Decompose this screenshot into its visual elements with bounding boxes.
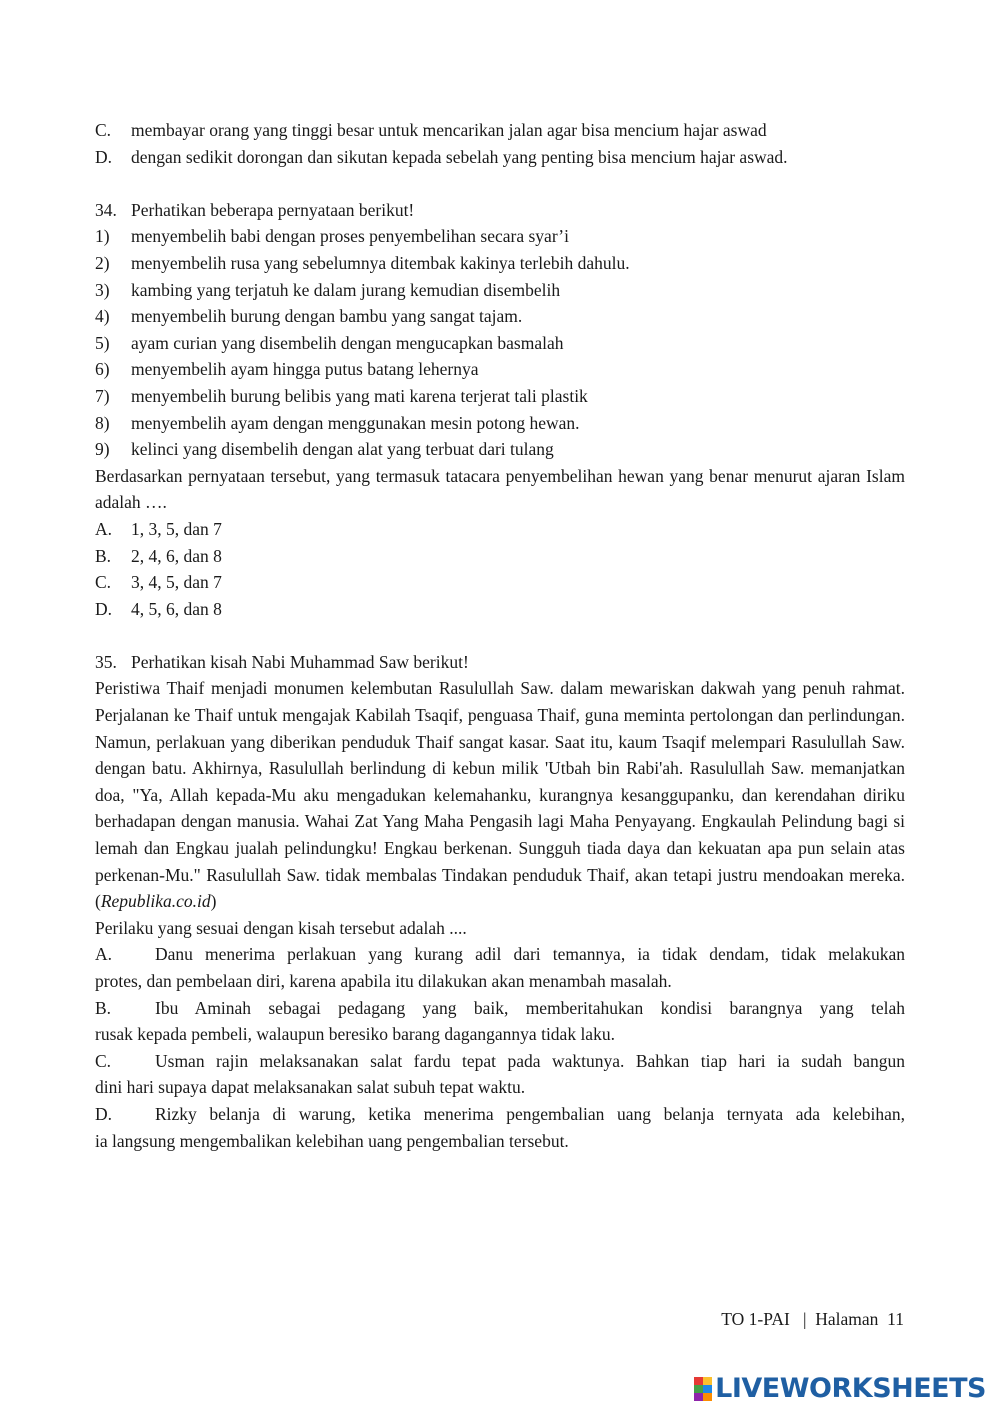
option-text-line1: Danu menerima perlakuan yang kurang adil dari temannya, ia tidak dendam, tidak melakukan xyxy=(155,944,905,965)
option-text-line1: Ibu Aminah sebagai pedagang yang baik, memberitahukan kondisi barangnya yang telah xyxy=(155,997,905,1018)
statement-number: 2) xyxy=(95,252,110,273)
question-prompt: Perhatikan kisah Nabi Muhammad Saw berikut! xyxy=(131,651,469,672)
option-letter: D. xyxy=(95,598,113,619)
logo-text: LIVEWORKSHEETS xyxy=(715,1373,986,1404)
option-text-line2: protes, dan pembelaan diri, karena apabila itu dilakukan akan menambah masalah. xyxy=(95,971,672,991)
statement-number: 4) xyxy=(95,306,110,327)
option-letter: C. xyxy=(95,120,112,140)
list-item xyxy=(95,330,905,357)
option-text: 4, 5, 6, dan 8 xyxy=(131,598,222,619)
option-letter: D. xyxy=(95,1103,113,1124)
q35-story xyxy=(95,675,905,914)
option-letter: A. xyxy=(95,518,113,539)
story-source: Republika.co.id xyxy=(100,891,211,912)
statement-number: 1) xyxy=(95,226,110,247)
statement-number: 3) xyxy=(95,279,110,300)
option-text: 1, 3, 5, dan 7 xyxy=(131,518,222,539)
q34-question-text: Berdasarkan pernyataan tersebut, yang termasuk tatacara penyembelihan hewan yang benar menurut ajaran Islam adalah …. xyxy=(95,465,905,513)
list-item xyxy=(95,410,905,437)
list-item xyxy=(95,383,905,410)
page-footer xyxy=(721,1307,904,1331)
q34-header xyxy=(95,197,905,224)
answer-option-a[interactable] xyxy=(95,516,905,543)
statement-text: menyembelih burung belibis yang mati karena terjerat tali plastik xyxy=(131,385,588,406)
list-item xyxy=(95,436,905,463)
question-number: 34. xyxy=(95,199,117,220)
q35-options xyxy=(95,941,905,1154)
list-item xyxy=(95,356,905,383)
doc-code: TO 1-PAI xyxy=(721,1309,790,1329)
statement-text: kelinci yang disembelih dengan alat yang terbuat dari tulang xyxy=(131,439,554,460)
question-prompt: Perhatikan beberapa pernyataan berikut! xyxy=(131,199,415,220)
statement-text: menyembelih babi dengan proses penyembelihan secara syar’i xyxy=(131,226,569,247)
option-letter: D. xyxy=(95,146,113,167)
option-text-line2: ia langsung mengembalikan kelebihan uang pengembalian tersebut. xyxy=(95,1130,569,1151)
answer-option-d[interactable] xyxy=(95,596,905,623)
option-text-line1: Usman rajin melaksanakan salat fardu tepat pada waktunya. Bahkan tiap hari ia sudah bangun xyxy=(155,1050,905,1071)
statement-number: 7) xyxy=(95,385,110,406)
option-letter: B. xyxy=(95,545,112,566)
statement-number: 6) xyxy=(95,359,110,380)
statement-number: 8) xyxy=(95,412,110,433)
q35-header xyxy=(95,649,905,676)
statement-text: menyembelih rusa yang sebelumnya ditembak kakinya terlebih dahulu. xyxy=(131,252,630,273)
story-source-close: ) xyxy=(210,891,217,912)
option-text-line2: dini hari supaya dapat melaksanakan salat subuh tepat waktu. xyxy=(95,1077,526,1098)
option-text-line2: rusak kepada pembeli, walaupun beresiko barang dagangannya tidak laku. xyxy=(95,1024,615,1045)
prev-option-d xyxy=(95,144,905,171)
option-letter: C. xyxy=(95,1050,112,1071)
list-item xyxy=(95,277,905,304)
list-item xyxy=(95,223,905,250)
q34-statement-list xyxy=(95,223,905,462)
option-letter: C. xyxy=(95,572,112,593)
statement-number: 5) xyxy=(95,332,110,353)
liveworksheets-logo-icon xyxy=(694,1377,712,1401)
answer-option-a[interactable] xyxy=(95,941,905,994)
list-item xyxy=(95,250,905,277)
option-text: 2, 4, 6, dan 8 xyxy=(131,545,222,566)
page-label: Halaman xyxy=(815,1309,879,1329)
option-text: 3, 4, 5, dan 7 xyxy=(131,572,222,593)
prev-option-c xyxy=(95,117,905,144)
statement-text: menyembelih ayam dengan menggunakan mesin potong hewan. xyxy=(131,412,580,433)
story-text: Peristiwa Thaif menjadi monumen kelembutan Rasulullah Saw. dalam mewariskan dakwah yang penuh rahmat. Perjalanan ke Thaif untuk mengajak Kabilah Tsaqif, penguasa Thaif, guna meminta pertolongan dan perlindungan. Namun, perlakuan yang diberikan penduduk Thaif sangat kasar. Saat itu, kaum Tsaqif melempari Rasulullah Saw. dengan batu. Akhirnya, Rasulullah berlindung di kebun milik 'Utbah bin Rabi'ah. Rasulullah Saw. memanjatkan doa, "Ya, Allah kepada-Mu aku mengadukan kelemahanku, kurangnya kesanggupanku, dan kerendahan diriku berhadapan dengan manusia. Wahai Zat Yang Maha Pengasih lagi Maha Penyayang. Engkaulah Pelindung bagi si lemah dan Engkau jualah pelindungku! Engkau berkenan. Sungguh tiada daya dan kekuatan apa pun selain atas perkenan-Mu." Rasulullah Saw. tidak membalas Tindakan penduduk Thaif, akan tetapi justru mendoakan mereka. ( xyxy=(95,678,905,912)
statement-number: 9) xyxy=(95,439,110,460)
answer-option-c[interactable] xyxy=(95,569,905,596)
option-text: membayar orang yang tinggi besar untuk mencarikan jalan agar bisa mencium hajar aswad xyxy=(131,120,767,140)
statement-text: ayam curian yang disembelih dengan mengucapkan basmalah xyxy=(131,332,564,353)
option-text: dengan sedikit dorongan dan sikutan kepada sebelah yang penting bisa mencium hajar aswad. xyxy=(131,146,788,167)
q34-options xyxy=(95,516,905,622)
option-letter: B. xyxy=(95,997,112,1018)
option-letter: A. xyxy=(95,944,113,965)
page-number: 11 xyxy=(887,1309,904,1329)
statement-text: menyembelih ayam hingga putus batang lehernya xyxy=(131,359,479,380)
question-number: 35. xyxy=(95,651,117,672)
answer-option-c[interactable] xyxy=(95,1048,905,1101)
worksheet-page xyxy=(95,117,905,1154)
answer-option-b[interactable] xyxy=(95,995,905,1048)
statement-text: menyembelih burung dengan bambu yang sangat tajam. xyxy=(131,306,523,327)
q35-question-text: Perilaku yang sesuai dengan kisah tersebut adalah .... xyxy=(95,917,467,938)
statement-text: kambing yang terjatuh ke dalam jurang kemudian disembelih xyxy=(131,279,561,300)
footer-separator: | xyxy=(802,1309,807,1329)
option-text-line1: Rizky belanja di warung, ketika menerima pengembalian uang belanja ternyata ada kelebihan, xyxy=(155,1103,905,1124)
liveworksheets-logo[interactable] xyxy=(694,1374,986,1404)
answer-option-d[interactable] xyxy=(95,1101,905,1154)
list-item xyxy=(95,303,905,330)
answer-option-b[interactable] xyxy=(95,543,905,570)
